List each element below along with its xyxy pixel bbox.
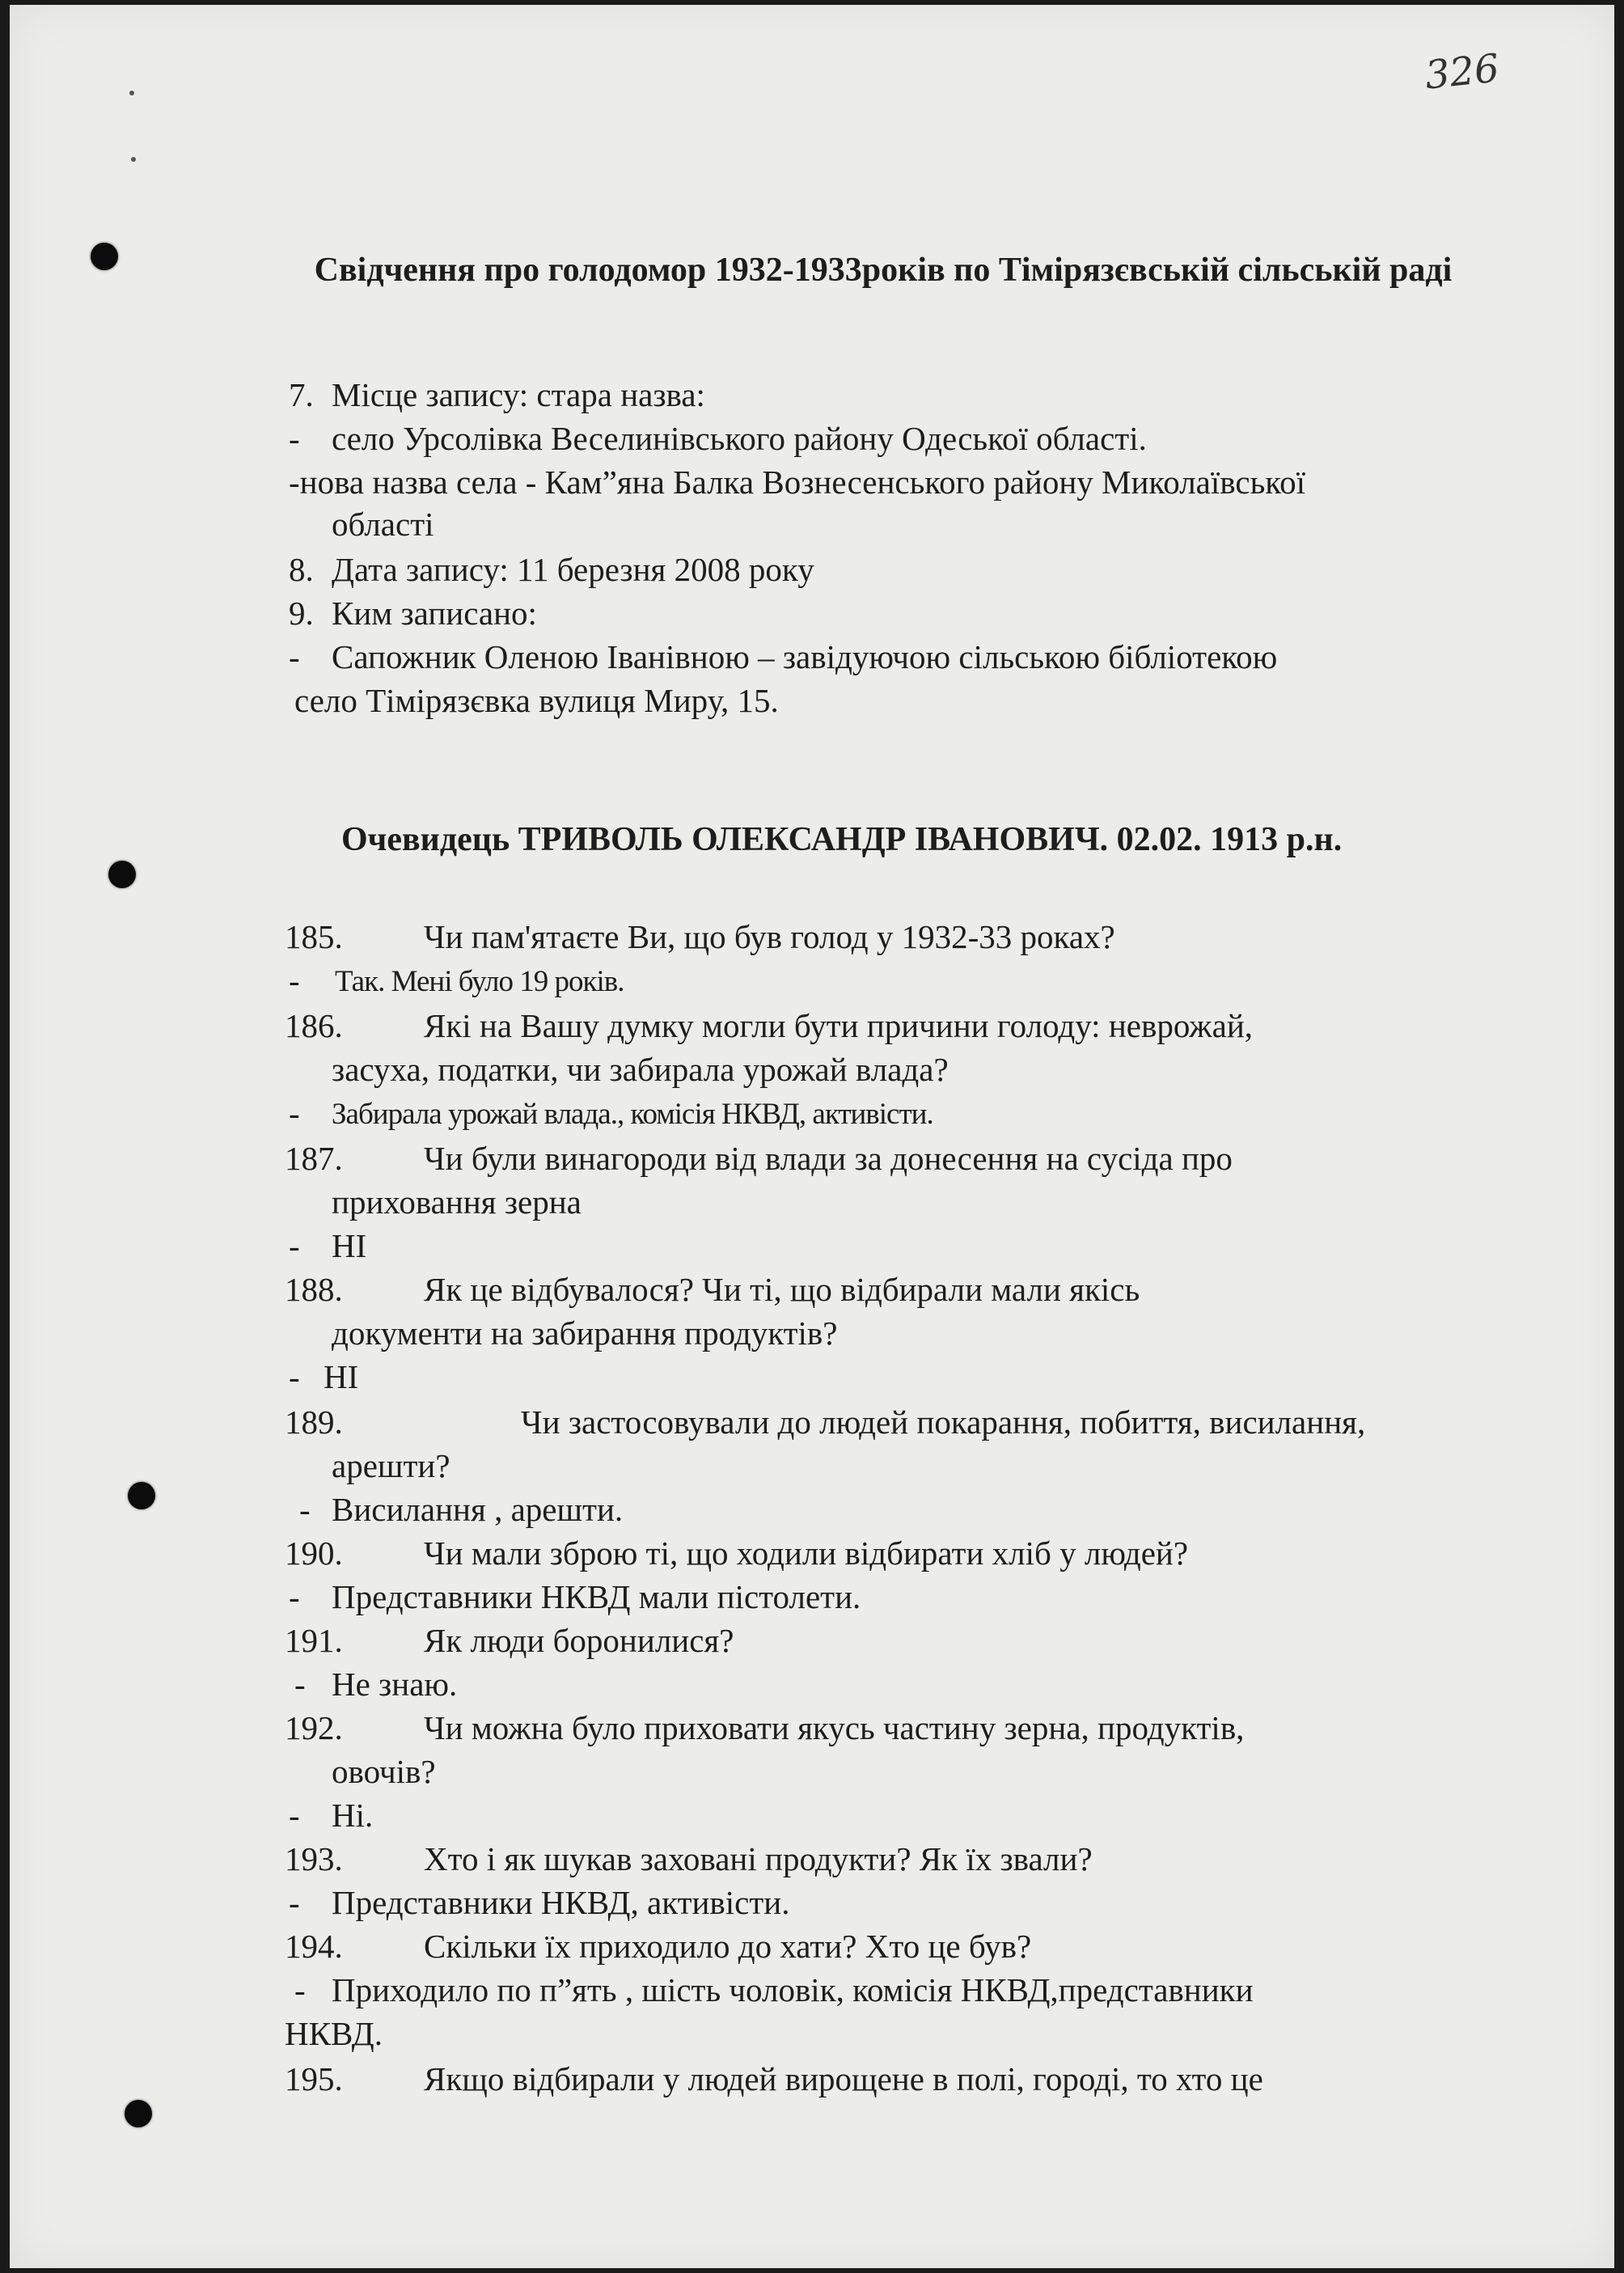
new-village-name: -нова назва села - Кам”яна Балка Вознесенського району Миколаївської: [289, 463, 1306, 501]
question-text: Чи мали зброю ті, що ходили відбирати хліб у людей?: [424, 1534, 1189, 1572]
paper-speck: [131, 157, 136, 162]
question-text: Якщо відбирали у людей вирощене в полі, городі, то хто це: [424, 2060, 1263, 2097]
question-number: 188.: [285, 1271, 343, 1308]
document-page: [10, 5, 1614, 2268]
question-text: Чи пам'ятаєте Ви, що був голод у 1932-33 роках?: [424, 918, 1115, 955]
new-village-name-cont: області: [332, 506, 434, 543]
witness-heading: Очевидець ТРИВОЛЬ ОЛЕКСАНДР ІВАНОВИЧ. 02.02. 1913 р.н.: [341, 821, 1343, 858]
paper-speck: [129, 91, 134, 95]
answer-text: Ні.: [332, 1797, 374, 1834]
old-village-name: село Урсолівка Веселинівського району Одеської області.: [332, 420, 1147, 457]
dash: -: [289, 1884, 300, 1921]
record-date: Дата запису: 11 березня 2008 року: [332, 551, 814, 588]
answer-text: Приходило по п”ять , шість чоловік, комісія НКВД,представники: [332, 1971, 1254, 2008]
question-text: Хто і як шукав заховані продукти? Як їх звали?: [424, 1840, 1093, 1877]
question-text: Як люди боронилися?: [424, 1622, 734, 1659]
answer-text: Представники НКВД мали пістолети.: [332, 1578, 861, 1615]
question-number: 190.: [285, 1534, 343, 1572]
dash: -: [294, 1971, 306, 2008]
record-place-label: Місце запису: стара назва:: [332, 376, 705, 413]
question-number: 187.: [285, 1140, 343, 1177]
answer-text: НІ: [324, 1358, 359, 1395]
document-title: Свідчення про голодомор 1932-1933років по Тімірязєвській сільській раді: [314, 252, 1453, 289]
answer-text: Представники НКВД, активісти.: [332, 1884, 790, 1921]
dash: -: [289, 1358, 300, 1395]
question-number: 191.: [285, 1622, 343, 1659]
recorder-name: Сапожник Оленою Іванівною – завідуючою сільською бібліотекою: [332, 638, 1278, 675]
item-number: 8.: [289, 551, 314, 588]
dash: -: [289, 962, 300, 999]
dash: -: [294, 1666, 306, 1703]
question-number: 192.: [285, 1709, 343, 1746]
question-text: Чи були винагороди від влади за донесення на сусіда про: [424, 1140, 1233, 1177]
answer-text: Так. Мені було 19 років.: [335, 965, 624, 998]
dash: -: [299, 1491, 311, 1528]
question-text-cont: арешти?: [332, 1447, 450, 1484]
question-number: 186.: [285, 1007, 343, 1044]
question-text: Чи застосовували до людей покарання, побиття, висилання,: [521, 1403, 1366, 1441]
punch-hole: [108, 861, 136, 888]
question-number: 194.: [285, 1928, 343, 1965]
item-number: 7.: [289, 376, 314, 413]
question-number: 195.: [285, 2060, 343, 2097]
answer-text: НІ: [332, 1227, 367, 1264]
dash: -: [289, 1227, 300, 1264]
dash: -: [289, 1094, 300, 1132]
punch-hole: [128, 1482, 155, 1509]
dash: -: [289, 420, 300, 457]
question-number: 189.: [285, 1403, 343, 1441]
question-text: Скільки їх приходило до хати? Хто це був?: [424, 1928, 1032, 1965]
punch-hole: [91, 243, 118, 270]
recorded-by-label: Ким записано:: [332, 595, 537, 632]
dash: -: [289, 638, 300, 675]
question-number: 185.: [285, 918, 343, 955]
question-text: Як це відбувалося? Чи ті, що відбирали мали якісь: [424, 1271, 1140, 1308]
recorder-address: село Тімірязєвка вулиця Миру, 15.: [294, 682, 779, 719]
question-text-cont: засуха, податки, чи забирала урожай влада?: [332, 1051, 949, 1088]
answer-text: Забирала урожай влада., комісія НКВД, активісти.: [332, 1098, 933, 1131]
dash: -: [289, 1578, 300, 1615]
punch-hole: [125, 2100, 152, 2127]
question-text: Чи можна було приховати якусь частину зерна, продуктів,: [424, 1709, 1245, 1746]
answer-text-cont: НКВД.: [285, 2015, 383, 2052]
question-text: Які на Вашу думку могли бути причини голоду: неврожай,: [424, 1007, 1254, 1044]
dash: -: [289, 1797, 300, 1834]
question-text-cont: приховання зерна: [332, 1183, 582, 1221]
question-number: 193.: [285, 1840, 343, 1877]
item-number: 9.: [289, 595, 314, 632]
question-text-cont: документи на забирання продуктів?: [332, 1314, 838, 1352]
answer-text: Не знаю.: [332, 1666, 458, 1703]
question-text-cont: овочів?: [332, 1753, 436, 1790]
answer-text: Висилання , арешти.: [332, 1491, 624, 1528]
page-number: 326: [1423, 45, 1502, 99]
